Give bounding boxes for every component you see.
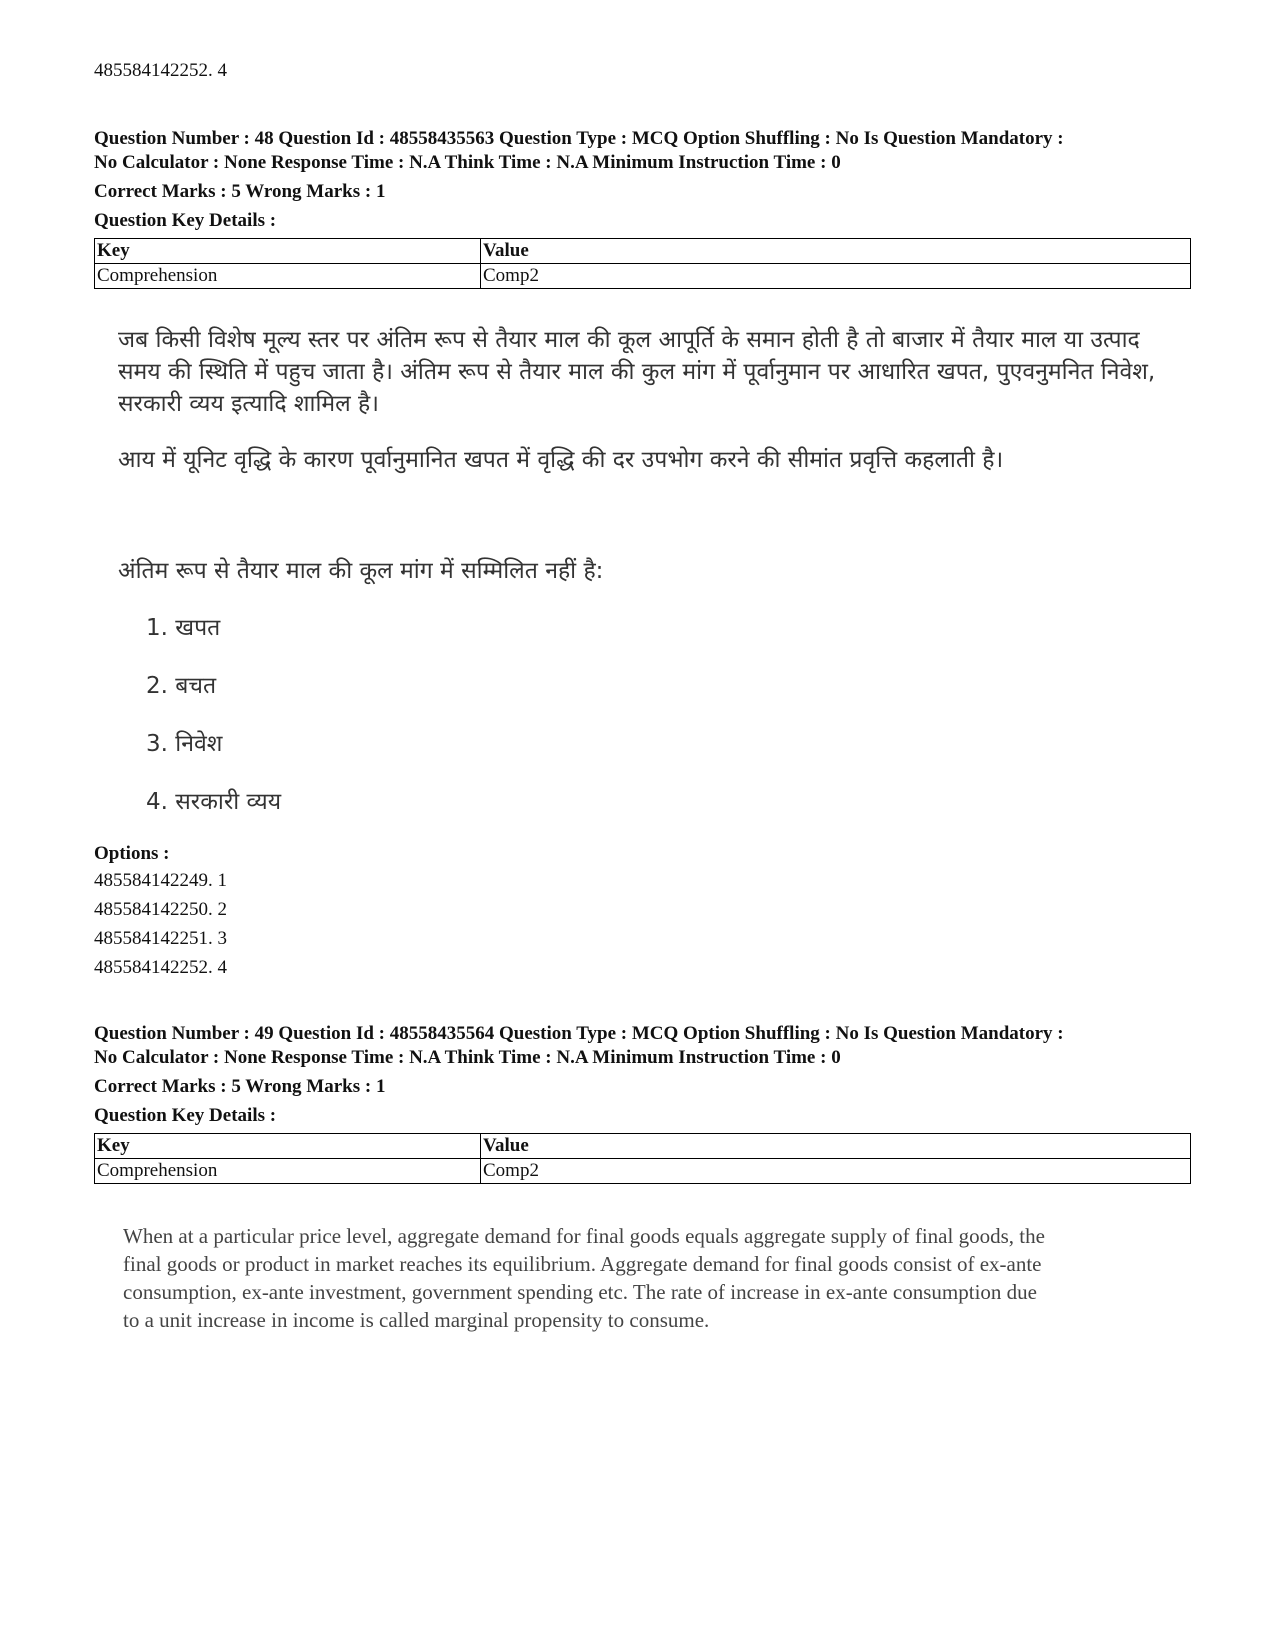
q49-table-header-value: Value [481,1134,1191,1159]
q49-meta-line-1: Question Number : 49 Question Id : 48558435564 Question Type : MCQ Option Shuffling : No Is Question Mandatory : [94,1023,1064,1044]
q49-key-table [94,1133,1191,1184]
q48-table-cell-key: Comprehension [95,264,481,289]
q49-marks: Correct Marks : 5 Wrong Marks : 1 [94,1076,386,1097]
q49-passage-line-4: to a unit increase in income is called marginal propensity to consume. [123,1308,710,1332]
q48-table-header-key: Key [95,239,481,264]
q48-choice-3: 3. निवेश [146,731,223,757]
q48-passage-paragraph-2: आय में यूनिट वृद्धि के कारण पूर्वानुमानित खपत में वृद्धि की दर उपभोग करने की सीमांत प्रवृत्ति कहलाती है। [118,447,1004,473]
q48-option-1: 485584142249. 1 [94,870,227,891]
q49-passage-line-2: final goods or product in market reaches its equilibrium. Aggregate demand for final goods consist of ex-ante [123,1252,1042,1276]
q49-passage-line-3: consumption, ex-ante investment, government spending etc. The rate of increase in ex-ante consumption due [123,1280,1038,1304]
q49-key-details-label: Question Key Details : [94,1105,277,1126]
q48-table-header-value: Value [481,239,1191,264]
q48-question-text: अंतिम रूप से तैयार माल की कूल मांग में सम्मिलित नहीं है: [118,558,604,584]
q48-passage-paragraph-1: जब किसी विशेष मूल्य स्तर पर अंतिम रूप से तैयार माल की कूल आपूर्ति के समान होती है तो बाजार में तैयार माल या उत्पाद समय की स्थिति में पहुच जाता है। अंतिम रूप से तैयार माल की कुल मांग में पूर्वानुमान पर आधारित खपत, पुएवनुमनित निवेश, सरकारी व्यय इत्यादि शामिल है। [118,327,1156,417]
q48-option-4: 485584142252. 4 [94,957,227,978]
q48-key-table [94,238,1191,289]
q49-passage [123,1222,1203,1334]
q48-key-details-label: Question Key Details : [94,210,277,231]
q48-meta-line-2: No Calculator : None Response Time : N.A Think Time : N.A Minimum Instruction Time : 0 [94,152,841,173]
q48-option-3: 485584142251. 3 [94,928,227,949]
q49-table-header-key: Key [95,1134,481,1159]
previous-answer-line: 485584142252. 4 [94,60,227,81]
q49-table-cell-key: Comprehension [95,1159,481,1184]
q48-table-cell-value: Comp2 [481,264,1191,289]
q48-choice-1: 1. खपत [146,615,221,641]
q48-option-2: 485584142250. 2 [94,899,227,920]
q48-choice-2: 2. बचत [146,673,217,699]
q48-meta-line-1: Question Number : 48 Question Id : 48558435563 Question Type : MCQ Option Shuffling : No Is Question Mandatory : [94,128,1064,149]
q49-table-cell-value: Comp2 [481,1159,1191,1184]
q49-passage-line-1: When at a particular price level, aggregate demand for final goods equals aggregate supply of final goods, the [123,1224,1045,1248]
q49-meta-line-2: No Calculator : None Response Time : N.A Think Time : N.A Minimum Instruction Time : 0 [94,1047,841,1068]
q48-marks: Correct Marks : 5 Wrong Marks : 1 [94,181,386,202]
q48-options-label: Options : [94,843,170,864]
q48-options-list [94,866,227,982]
q48-choice-4: 4. सरकारी व्यय [146,789,282,815]
